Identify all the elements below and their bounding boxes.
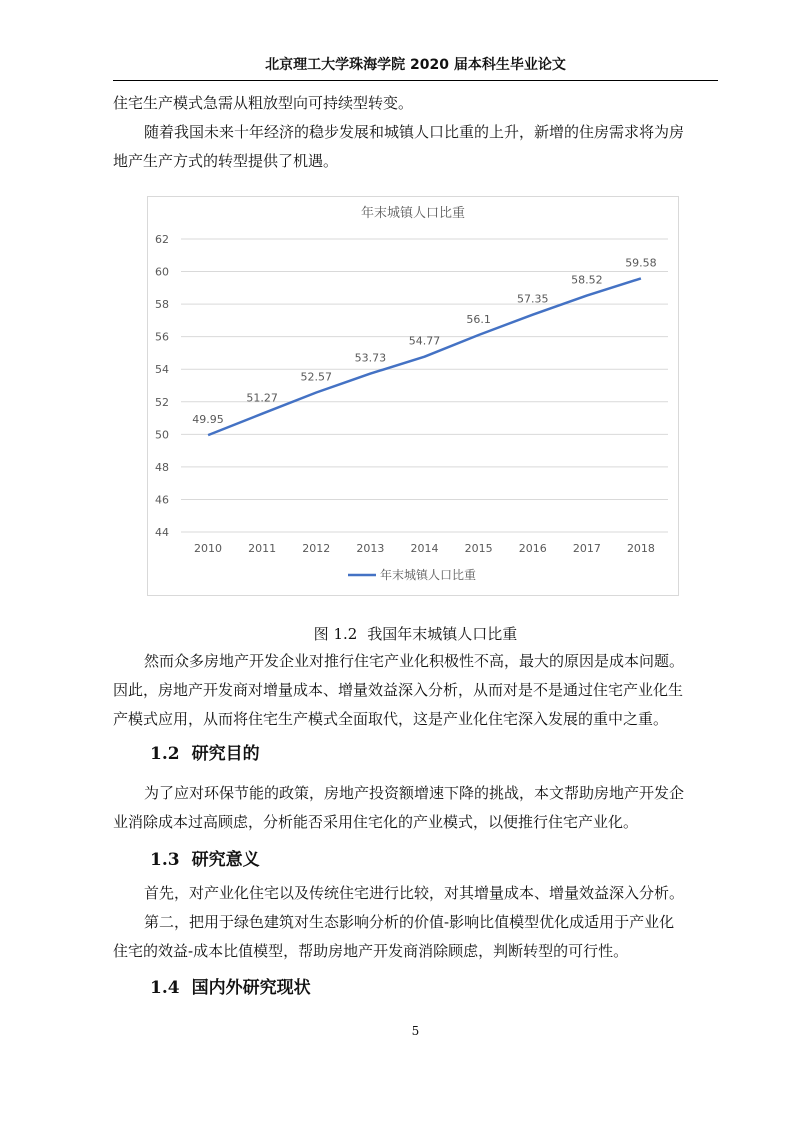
text-line: 业消除成本过高顾虑，分析能否采用住宅化的产业模式，以便推行住宅产业化。 — [113, 813, 639, 831]
x-tick-label: 2017 — [572, 542, 601, 555]
text-line: 地产生产方式的转型提供了机遇。 — [113, 152, 339, 170]
section-number: 1.3 — [150, 850, 180, 870]
text-line: 为了应对环保节能的政策，房地产投资额增速下降的挑战，本文帮助房地产开发企 — [144, 784, 685, 802]
section-1-3-paragraph — [113, 879, 718, 966]
y-tick-label: 60 — [155, 265, 169, 279]
series-layer — [208, 278, 641, 435]
running-header: 北京理工大学珠海学院 2020 届本科生毕业论文 — [265, 57, 566, 73]
data-label: 52.57 — [300, 370, 333, 384]
header-divider — [113, 80, 718, 81]
chart-title: 年末城镇人口比重 — [360, 206, 466, 221]
figure-number: 图 1.2 — [313, 625, 358, 643]
section-1-2-paragraph — [113, 779, 718, 837]
section-title: 研究目的 — [191, 744, 260, 764]
body-paragraph — [113, 647, 718, 734]
figure-caption — [113, 623, 718, 644]
text-line: 住宅的效益-成本比值模型，帮助房地产开发商消除顾虑，判断转型的可行性。 — [113, 942, 629, 960]
data-label: 56.1 — [466, 313, 491, 327]
x-tick-label: 2014 — [410, 542, 439, 555]
y-tick-label: 48 — [155, 460, 169, 474]
section-heading-1-4 — [150, 973, 311, 998]
text-line: 住宅生产模式急需从粗放型向可持续型转变。 — [113, 94, 414, 112]
section-title: 国内外研究现状 — [191, 978, 311, 998]
series-line — [208, 278, 641, 435]
legend-label: 年末城镇人口比重 — [380, 568, 477, 582]
x-tick-label: 2015 — [464, 542, 493, 555]
y-tick-label: 62 — [155, 233, 169, 246]
data-label: 59.58 — [625, 256, 657, 270]
urban-population-chart — [147, 196, 679, 596]
x-tick-label: 2013 — [356, 542, 385, 555]
section-number: 1.4 — [150, 978, 180, 998]
y-tick-label: 56 — [155, 330, 169, 344]
page-number: 5 — [411, 1024, 420, 1038]
data-labels — [192, 256, 656, 426]
x-tick-label: 2018 — [626, 542, 655, 555]
section-number: 1.2 — [150, 744, 180, 764]
y-tick-label: 52 — [155, 395, 169, 409]
y-tick-label: 50 — [155, 428, 169, 442]
text-line: 第二，把用于绿色建筑对生态影响分析的价值-影响比值模型优化成适用于产业化 — [144, 913, 675, 931]
section-title: 研究意义 — [191, 850, 260, 870]
y-tick-label: 44 — [155, 526, 169, 539]
data-label: 58.52 — [571, 273, 603, 287]
section-heading-1-3 — [150, 845, 260, 870]
x-tick-label: 2016 — [518, 542, 547, 555]
chart-legend — [348, 567, 476, 582]
y-tick-label: 54 — [155, 363, 169, 377]
x-tick-label: 2012 — [302, 542, 331, 555]
y-axis-ticks — [155, 233, 169, 539]
data-label: 57.35 — [516, 292, 549, 306]
data-label: 53.73 — [354, 351, 387, 365]
x-tick-label: 2010 — [194, 542, 223, 555]
y-tick-label: 46 — [155, 493, 169, 507]
x-axis-ticks — [194, 542, 655, 555]
data-label: 49.95 — [192, 413, 224, 427]
figure-title: 我国年末城镇人口比重 — [367, 625, 518, 643]
line-chart — [148, 197, 678, 595]
text-line: 产模式应用，从而将住宅生产模式全面取代，这是产业化住宅深入发展的重中之重。 — [113, 710, 669, 728]
text-line: 因此，房地产开发商对增量成本、增量效益深入分析，从而对是不是通过住宅产业化生 — [113, 681, 684, 699]
text-line: 首先，对产业化住宅以及传统住宅进行比较，对其增量成本、增量效益深入分析。 — [144, 884, 685, 902]
y-tick-label: 58 — [155, 298, 169, 312]
x-tick-label: 2011 — [248, 542, 277, 555]
section-heading-1-2 — [150, 739, 260, 764]
text-line: 随着我国未来十年经济的稳步发展和城镇人口比重的上升，新增的住房需求将为房 — [144, 123, 685, 141]
data-label: 54.77 — [408, 334, 441, 348]
data-label: 51.27 — [246, 391, 278, 405]
text-line: 然而众多房地产开发企业对推行住宅产业化积极性不高，最大的原因是成本问题。 — [144, 652, 685, 670]
intro-paragraph — [113, 89, 718, 176]
